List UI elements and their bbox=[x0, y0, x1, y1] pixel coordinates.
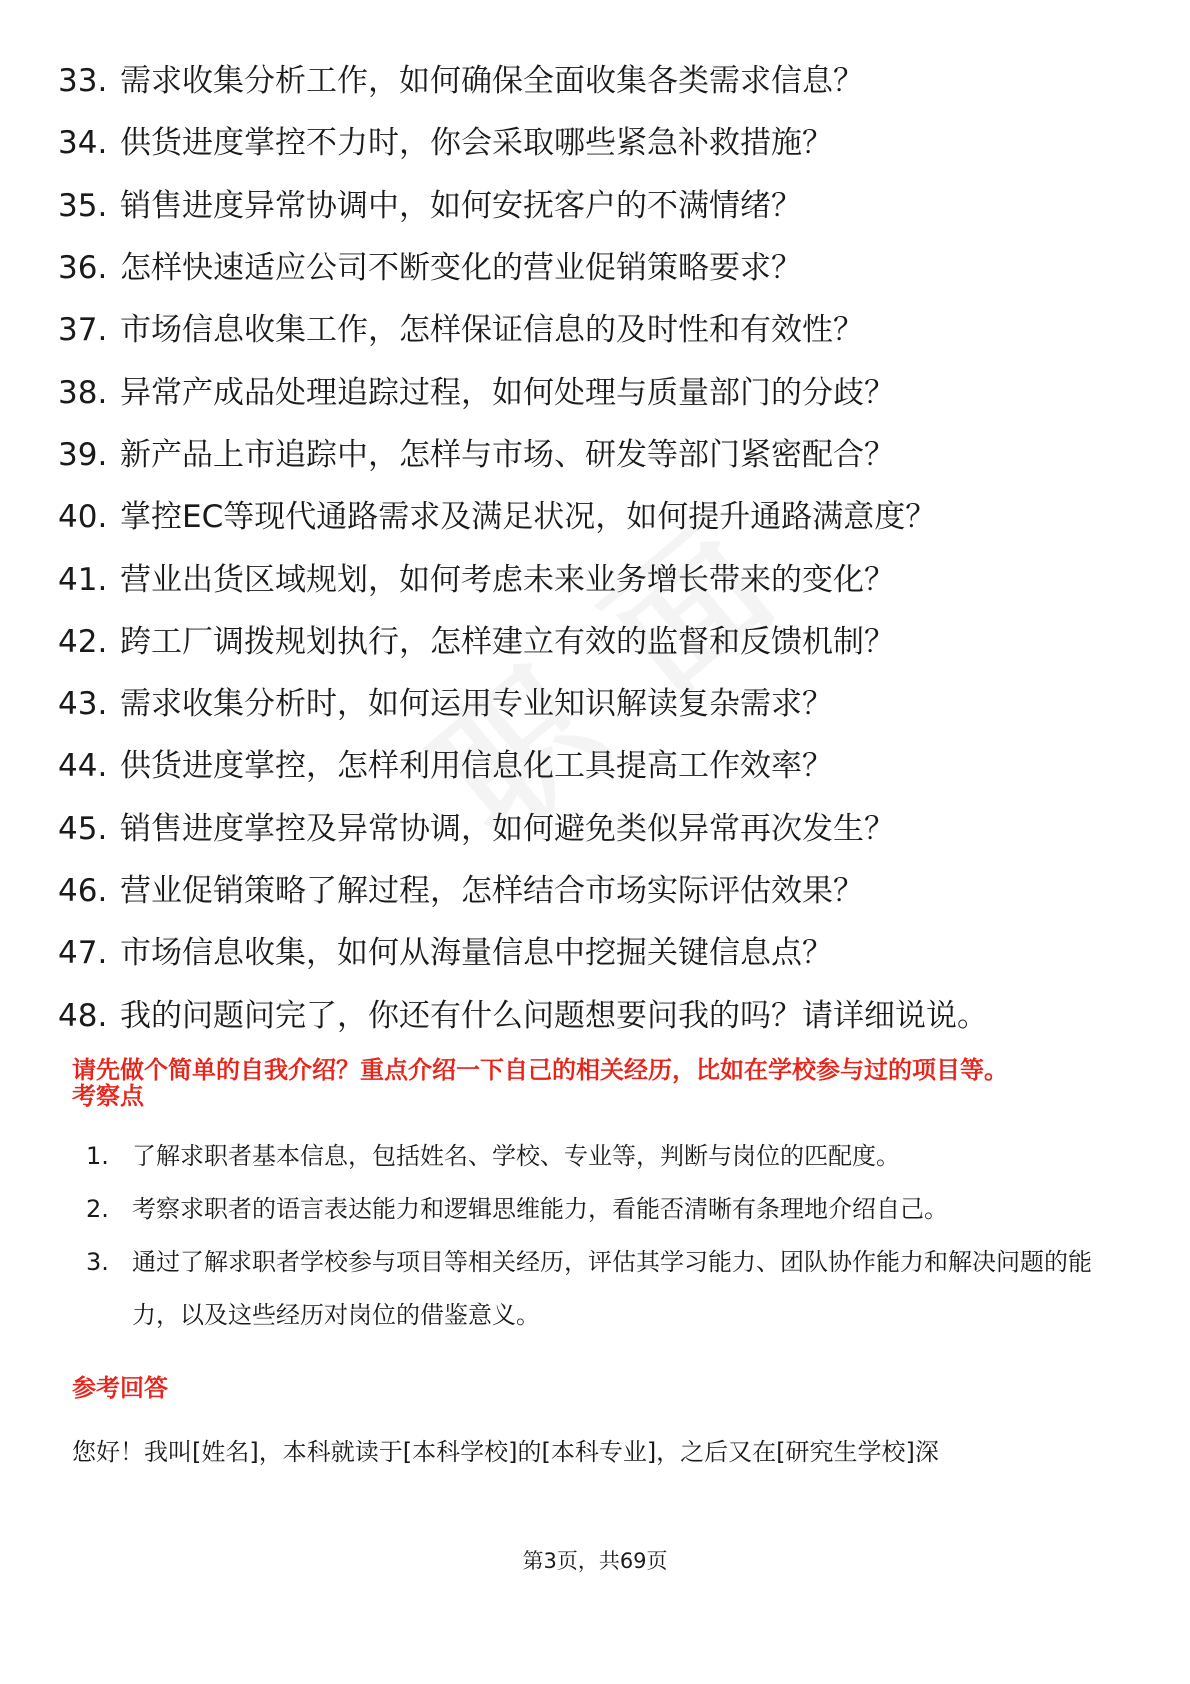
list-item bbox=[58, 299, 1138, 361]
list-item bbox=[58, 112, 1138, 174]
page-footer: 第3页，共69页 bbox=[522, 1549, 668, 1573]
question-number: 39. bbox=[58, 436, 108, 473]
list-item bbox=[72, 1236, 1132, 1342]
question-number: 44. bbox=[58, 748, 108, 785]
question-text: 营业促销策略了解过程，怎样结合市场实际评估效果？ bbox=[120, 873, 864, 909]
question-text: 供货进度掌控不力时，你会采取哪些紧急补救措施？ bbox=[120, 125, 833, 162]
question-text: 异常产成品处理追踪过程，如何处理与质量部门的分歧？ bbox=[120, 374, 895, 411]
list-item bbox=[58, 673, 1138, 735]
check-text: 了解求职者基本信息，包括姓名、学校、专业等，判断与岗位的匹配度。 bbox=[132, 1142, 900, 1170]
check-number: 1. bbox=[86, 1142, 109, 1170]
question-number: 34. bbox=[58, 125, 108, 162]
question-number: 46. bbox=[58, 873, 108, 909]
question-text: 需求收集分析工作，如何确保全面收集各类需求信息？ bbox=[120, 63, 864, 100]
list-item bbox=[58, 486, 1138, 548]
check-points-list bbox=[72, 1130, 1132, 1342]
question-number: 47. bbox=[58, 935, 108, 972]
question-text: 市场信息收集工作，怎样保证信息的及时性和有效性？ bbox=[120, 312, 864, 349]
question-number: 41. bbox=[58, 561, 108, 598]
list-item bbox=[58, 237, 1138, 299]
list-item bbox=[58, 984, 1138, 1046]
list-item bbox=[58, 175, 1138, 237]
question-number: 48. bbox=[58, 997, 108, 1034]
check-points-heading: 考察点 bbox=[72, 1082, 144, 1110]
check-text: 通过了解求职者学校参与项目等相关经历，评估其学习能力、团队协作能力和解决问题的能力，以及这些经历对岗位的借鉴意义。 bbox=[132, 1248, 1092, 1329]
question-number: 36. bbox=[58, 250, 108, 287]
question-number: 38. bbox=[58, 374, 108, 411]
question-text: 销售进度异常协调中，如何安抚客户的不满情绪？ bbox=[120, 187, 802, 224]
list-item bbox=[58, 798, 1138, 860]
question-text: 营业出货区域规划，如何考虑未来业务增长带来的变化？ bbox=[120, 561, 895, 598]
reference-answer-heading: 参考回答 bbox=[72, 1374, 168, 1402]
list-item bbox=[58, 860, 1138, 922]
question-number: 42. bbox=[58, 623, 108, 660]
list-item bbox=[58, 735, 1138, 797]
question-text: 销售进度掌控及异常协调，如何避免类似异常再次发生？ bbox=[120, 810, 895, 847]
question-list bbox=[58, 50, 1138, 1047]
question-text: 供货进度掌控，怎样利用信息化工具提高工作效率？ bbox=[120, 748, 833, 785]
list-item bbox=[58, 50, 1138, 112]
question-text: 怎样快速适应公司不断变化的营业促销策略要求？ bbox=[120, 250, 802, 287]
list-item bbox=[58, 922, 1138, 984]
question-text: 需求收集分析时，如何运用专业知识解读复杂需求？ bbox=[120, 686, 833, 723]
list-item bbox=[58, 361, 1138, 423]
section-title: 请先做个简单的自我介绍？重点介绍一下自己的相关经历，比如在学校参与过的项目等。 bbox=[72, 1056, 1008, 1084]
question-text: 掌控EC等现代通路需求及满足状况，如何提升通路满意度？ bbox=[120, 499, 937, 536]
question-text: 市场信息收集，如何从海量信息中挖掘关键信息点？ bbox=[120, 935, 833, 972]
question-number: 37. bbox=[58, 312, 108, 349]
question-text: 我的问题问完了，你还有什么问题想要问我的吗？请详细说说。 bbox=[120, 997, 988, 1034]
list-item bbox=[72, 1130, 1132, 1183]
list-item bbox=[58, 548, 1138, 610]
question-text: 新产品上市追踪中，怎样与市场、研发等部门紧密配合？ bbox=[120, 436, 895, 473]
question-number: 45. bbox=[58, 810, 108, 847]
list-item bbox=[58, 611, 1138, 673]
question-number: 43. bbox=[58, 686, 108, 723]
reference-answer-text: 您好！我叫[姓名]，本科就读于[本科学校]的[本科专业]，之后又在[研究生学校]深 bbox=[72, 1438, 939, 1466]
check-text: 考察求职者的语言表达能力和逻辑思维能力，看能否清晰有条理地介绍自己。 bbox=[132, 1195, 948, 1223]
question-text: 跨工厂调拨规划执行，怎样建立有效的监督和反馈机制？ bbox=[120, 623, 895, 660]
list-item bbox=[72, 1183, 1132, 1236]
list-item bbox=[58, 424, 1138, 486]
question-number: 33. bbox=[58, 63, 108, 100]
question-number: 40. bbox=[58, 499, 108, 536]
check-number: 2. bbox=[86, 1195, 109, 1223]
check-number: 3. bbox=[86, 1248, 109, 1276]
question-number: 35. bbox=[58, 187, 108, 224]
